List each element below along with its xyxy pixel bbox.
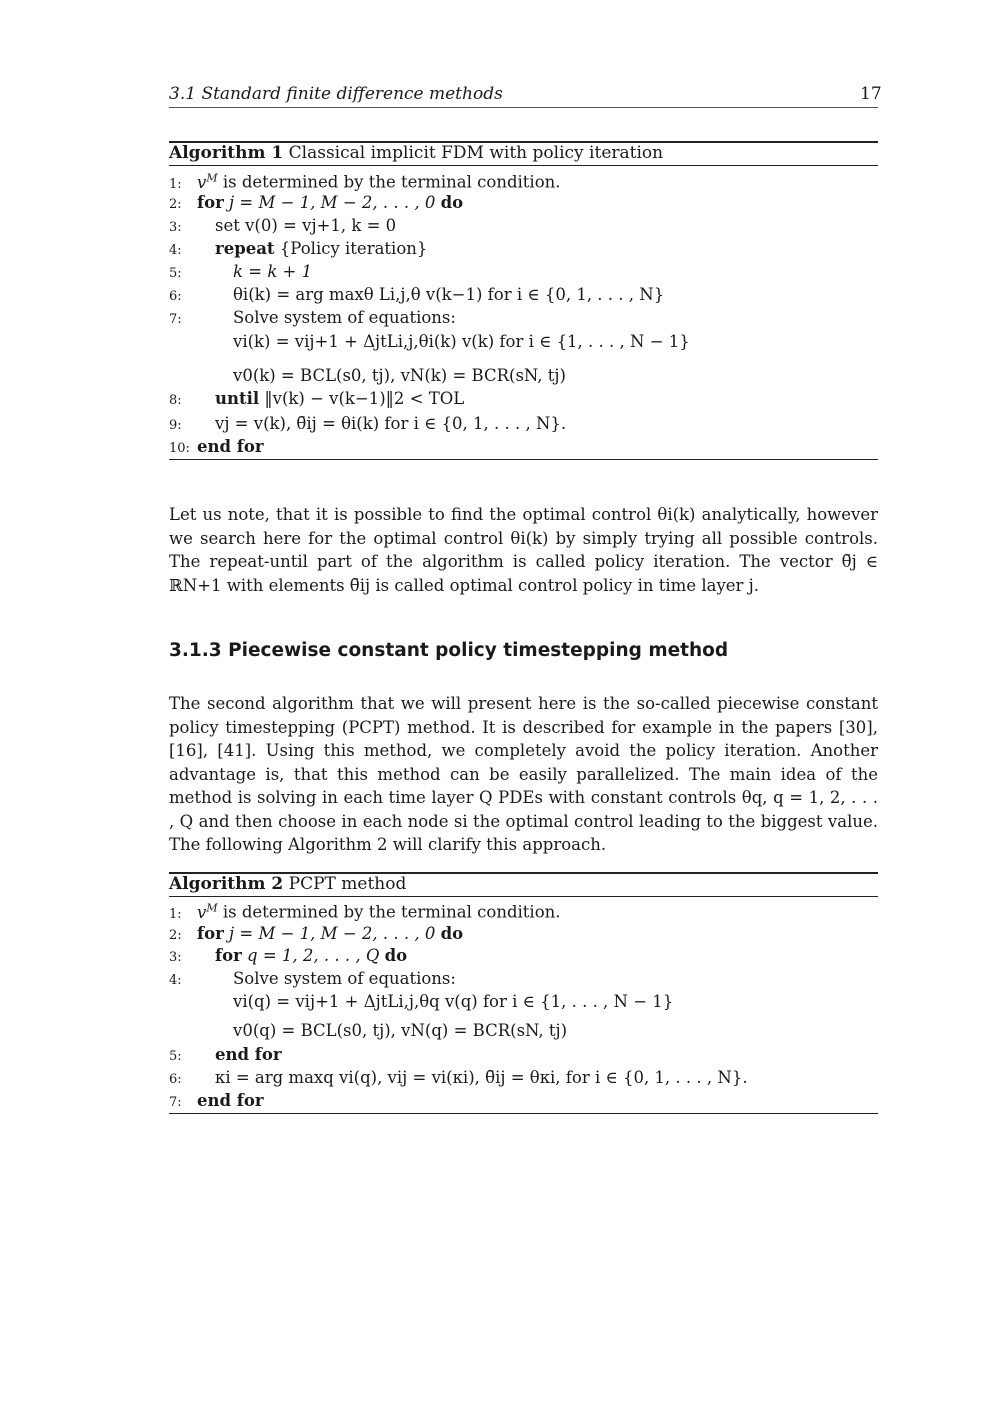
running-header-title: 3.1 Standard finite difference methods bbox=[169, 84, 503, 104]
alg1-line-9: 9: vj = v(k), θ̄ij = θi(k) for i ∈ {0, 1, . . . , N}. bbox=[169, 414, 567, 433]
algorithm2-mid-rule bbox=[169, 896, 878, 897]
alg1-line-7-eq2: v0(k) = BCL(s0, tj), vN(k) = BCR(sN, tj) bbox=[233, 366, 566, 385]
section-heading: 3.1.3 Piecewise constant policy timestepping method bbox=[169, 640, 729, 661]
paragraph-policy-iteration: Let us note, that it is possible to find the optimal control θi(k) analytically, however we search here for the optimal control θi(k) by simply trying all possible controls. The repeat-until part of the algorithm is called policy iteration. The vector θ̄j ∈ ℝN+1 with elements θ̄ij is called optimal control policy in time layer j. bbox=[169, 505, 878, 595]
alg2-line-4-eq2: v0(q) = BCL(s0, tj), vN(q) = BCR(sN, tj) bbox=[233, 1021, 568, 1040]
paragraph-pcpt: The second algorithm that we will present here is the so-called piecewise constant policy timestepping (PCPT) method. It is described for example in the papers [30], [16], [41]. Using this method, we completely avoid the policy iteration. Another advantage is, that this method can be easily parallelized. The main idea of the method is solving in each time layer Q PDEs with constant controls θq, q = 1, 2, . . . , Q and then choose in each node si the optimal control leading to the biggest value. The following Algorithm 2 will clarify this approach. bbox=[169, 694, 878, 854]
alg2-line-6: 6: κi = arg maxq vi(q), vij = vi(κi), θ̄ij = θκi, for i ∈ {0, 1, . . . , N}. bbox=[169, 1068, 748, 1087]
algorithm1-bottom-rule bbox=[169, 459, 878, 460]
algorithm1-mid-rule bbox=[169, 165, 878, 166]
alg1-line-4: 4: repeat {Policy iteration} bbox=[169, 239, 428, 258]
algorithm1-label: Algorithm 1 bbox=[169, 143, 284, 163]
alg2-line-1: 1: $v^M$ is determined by the terminal condition. bbox=[169, 901, 561, 922]
algorithm2-label: Algorithm 2 bbox=[169, 874, 284, 894]
algorithm2-bottom-rule bbox=[169, 1113, 878, 1114]
alg1-line-7: 7: Solve system of equations: bbox=[169, 308, 456, 327]
alg1-line-8: 8: until ‖v(k) − v(k−1)‖2 < TOL bbox=[169, 389, 465, 408]
algorithm1-caption bbox=[169, 143, 663, 163]
alg2-line-4: 4: Solve system of equations: bbox=[169, 969, 456, 988]
page-number: 17 bbox=[860, 84, 882, 104]
alg2-line-3: 3: for q = 1, 2, . . . , Q do bbox=[169, 946, 408, 965]
alg1-line-10: 10: end for bbox=[169, 437, 264, 456]
algorithm1-title: Classical implicit FDM with policy iteration bbox=[288, 143, 664, 163]
alg1-line-3: 3: set v(0) = vj+1, k = 0 bbox=[169, 216, 397, 235]
algorithm2-caption bbox=[169, 874, 406, 894]
alg1-line-7-eq1: vi(k) = vij+1 + ΔjtLi,j,θi(k) v(k) for i ∈ {1, . . . , N − 1} bbox=[233, 332, 690, 351]
alg1-line-5: 5: k = k + 1 bbox=[169, 262, 313, 281]
alg2-line-7: 7: end for bbox=[169, 1091, 264, 1110]
algorithm2-title: PCPT method bbox=[288, 874, 407, 894]
alg2-line-5: 5: end for bbox=[169, 1045, 282, 1064]
alg2-line-4-eq1: vi(q) = vij+1 + ΔjtLi,j,θq v(q) for i ∈ {1, . . . , N − 1} bbox=[233, 992, 674, 1011]
alg1-line-1: 1: $v^M$ is determined by the terminal condition. bbox=[169, 171, 561, 192]
alg1-line-6: 6: θi(k) = arg maxθ Li,j,θ v(k−1) for i ∈ {0, 1, . . . , N} bbox=[169, 285, 665, 304]
alg2-line-2: 2: for j = M − 1, M − 2, . . . , 0 do bbox=[169, 924, 464, 943]
header-rule bbox=[169, 107, 878, 108]
alg1-line-2: 2: for j = M − 1, M − 2, . . . , 0 do bbox=[169, 193, 464, 212]
